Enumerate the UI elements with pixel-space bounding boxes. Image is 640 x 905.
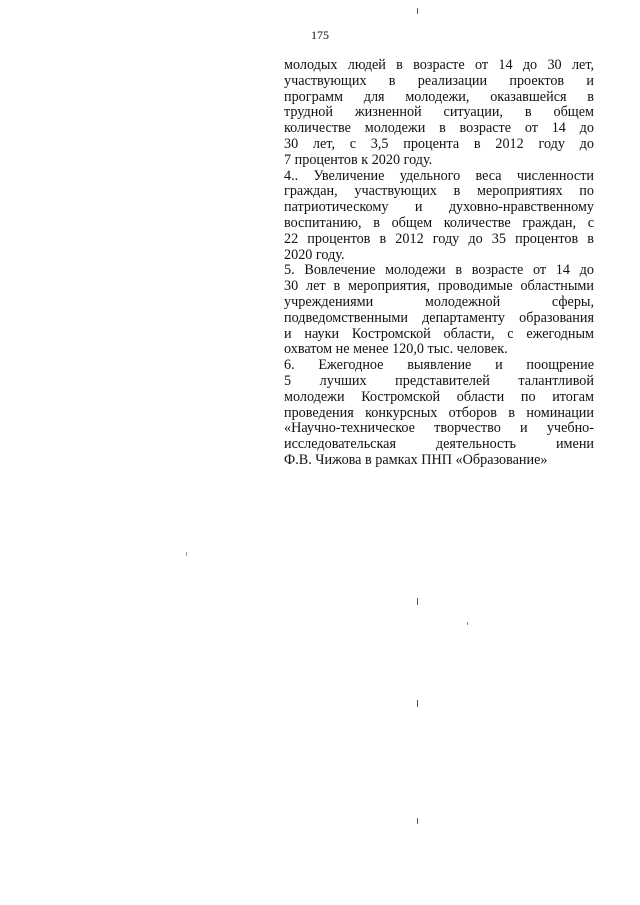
text-line: 30 лет, с 3,5 процента в 2012 году до <box>284 135 594 152</box>
text-line: количестве молодежи в возрасте от 14 до <box>284 120 594 137</box>
text-line: 4.. Увеличение удельного веса численности <box>284 167 594 184</box>
text-line: трудной жизненной ситуации, в общем <box>284 104 594 121</box>
text-line: проведения конкурсных отборов в номинации <box>284 404 594 421</box>
text-line: 22 процентов в 2012 году до 35 процентов в <box>284 230 594 247</box>
page-number: 175 <box>311 28 329 42</box>
text-line: программ для молодежи, оказавшейся в <box>284 88 594 105</box>
scan-speck <box>186 552 187 556</box>
text-line: 2020 году. <box>284 246 345 263</box>
paragraph <box>284 58 594 169</box>
scan-speck <box>417 818 418 824</box>
text-line: подведомственными департаменту образования <box>284 309 594 326</box>
text-line: молодежи Костромской области по итогам <box>284 388 594 405</box>
text-line: участвующих в реализации проектов и <box>284 72 594 89</box>
scan-speck <box>467 622 468 625</box>
text-line: охватом не менее 120,0 тыс. человек. <box>284 341 508 358</box>
text-line: граждан, участвующих в мероприятиях по <box>284 183 594 200</box>
text-line: исследовательская деятельность имени <box>284 436 594 453</box>
text-line: молодых людей в возрасте от 14 до 30 лет, <box>284 57 594 73</box>
paragraph <box>284 358 594 469</box>
scan-speck <box>417 8 418 14</box>
document-body <box>284 58 594 469</box>
scan-speck <box>417 598 418 605</box>
text-line: и науки Костромской области, с ежегодным <box>284 325 594 342</box>
text-line: Ф.В. Чижова в рамках ПНП «Образование» <box>284 451 548 468</box>
text-line: воспитанию, в общем количестве граждан, с <box>284 214 594 231</box>
paragraph <box>284 263 594 358</box>
text-line: 6. Ежегодное выявление и поощрение <box>284 357 594 374</box>
text-line: патриотическому и духовно-нравственному <box>284 199 594 216</box>
text-line: 7 процентов к 2020 году. <box>284 151 433 168</box>
text-line: «Научно-техническое творчество и учебно- <box>284 420 594 437</box>
text-line: 30 лет в мероприятия, проводимые областными <box>284 278 594 295</box>
text-line: 5. Вовлечение молодежи в возрасте от 14 до <box>284 262 594 279</box>
scan-speck <box>417 700 418 707</box>
text-line: 5 лучших представителей талантливой <box>284 372 594 389</box>
paragraph <box>284 169 594 264</box>
text-line: учреждениями молодежной сферы, <box>284 293 594 310</box>
